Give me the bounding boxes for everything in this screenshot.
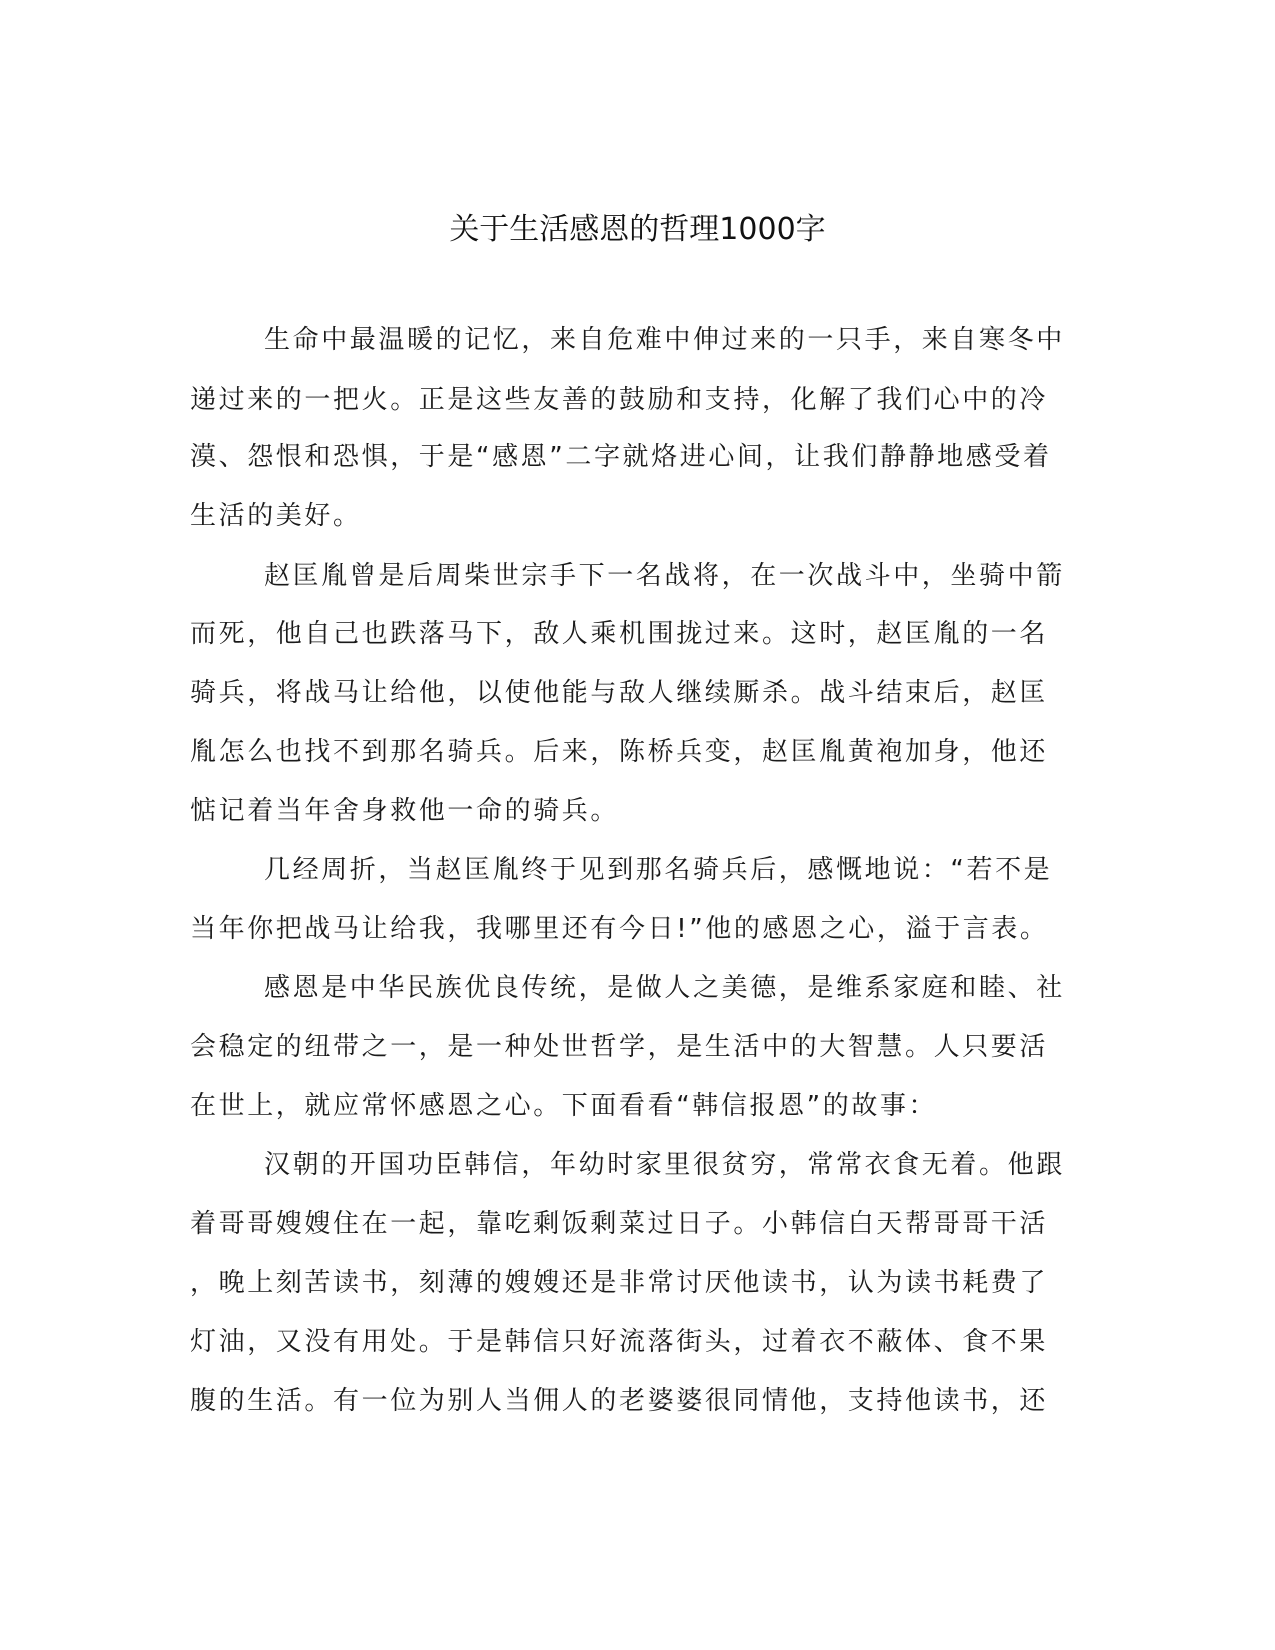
body-text-line: 漠、怨恨和恐惧，于是“感恩”二字就烙进心间，让我们静静地感受着 <box>190 442 1052 472</box>
body-text-line: 会稳定的纽带之一，是一种处世哲学，是生活中的大智慧。人只要活 <box>190 1032 1049 1062</box>
body-text-line: 几经周折，当赵匡胤终于见到那名骑兵后，感慨地说：“若不是 <box>264 855 1053 885</box>
body-text-line: 灯油，又没有用处。于是韩信只好流落街头，过着衣不蔽体、食不果 <box>190 1327 1049 1357</box>
body-text-line: ，晚上刻苦读书，刻薄的嫂嫂还是非常讨厌他读书，认为读书耗费了 <box>190 1268 1049 1298</box>
body-text-line: 感恩是中华民族优良传统，是做人之美德，是维系家庭和睦、社 <box>264 973 1065 1003</box>
body-text-line: 生活的美好。 <box>190 501 362 531</box>
body-text-line: 着哥哥嫂嫂住在一起，靠吃剩饭剩菜过日子。小韩信白天帮哥哥干活 <box>190 1209 1049 1239</box>
body-text-line: 当年你把战马让给我，我哪里还有今日!”他的感恩之心，溢于言表。 <box>190 914 1049 944</box>
body-text-line: 递过来的一把火。正是这些友善的鼓励和支持，化解了我们心中的冷 <box>190 385 1049 415</box>
body-text-line: 胤怎么也找不到那名骑兵。后来，陈桥兵变，赵匡胤黄袍加身，他还 <box>190 737 1049 767</box>
document-title: 关于生活感恩的哲理1000字 <box>449 212 826 247</box>
body-text-line: 赵匡胤曾是后周柴世宗手下一名战将，在一次战斗中，坐骑中箭 <box>264 561 1065 591</box>
body-text-line: 在世上，就应常怀感恩之心。下面看看“韩信报恩”的故事： <box>190 1091 938 1121</box>
body-text-line: 汉朝的开国功臣韩信，年幼时家里很贫穷，常常衣食无着。他跟 <box>264 1150 1065 1180</box>
body-text-line: 而死，他自己也跌落马下，敌人乘机围拢过来。这时，赵匡胤的一名 <box>190 619 1049 649</box>
body-text-line: 生命中最温暖的记忆，来自危难中伸过来的一只手，来自寒冬中 <box>264 325 1065 355</box>
body-text-line: 腹的生活。有一位为别人当佣人的老婆婆很同情他，支持他读书，还 <box>190 1386 1049 1416</box>
body-text-line: 惦记着当年舍身救他一命的骑兵。 <box>190 796 620 826</box>
body-text-line: 骑兵，将战马让给他，以使他能与敌人继续厮杀。战斗结束后，赵匡 <box>190 678 1049 708</box>
